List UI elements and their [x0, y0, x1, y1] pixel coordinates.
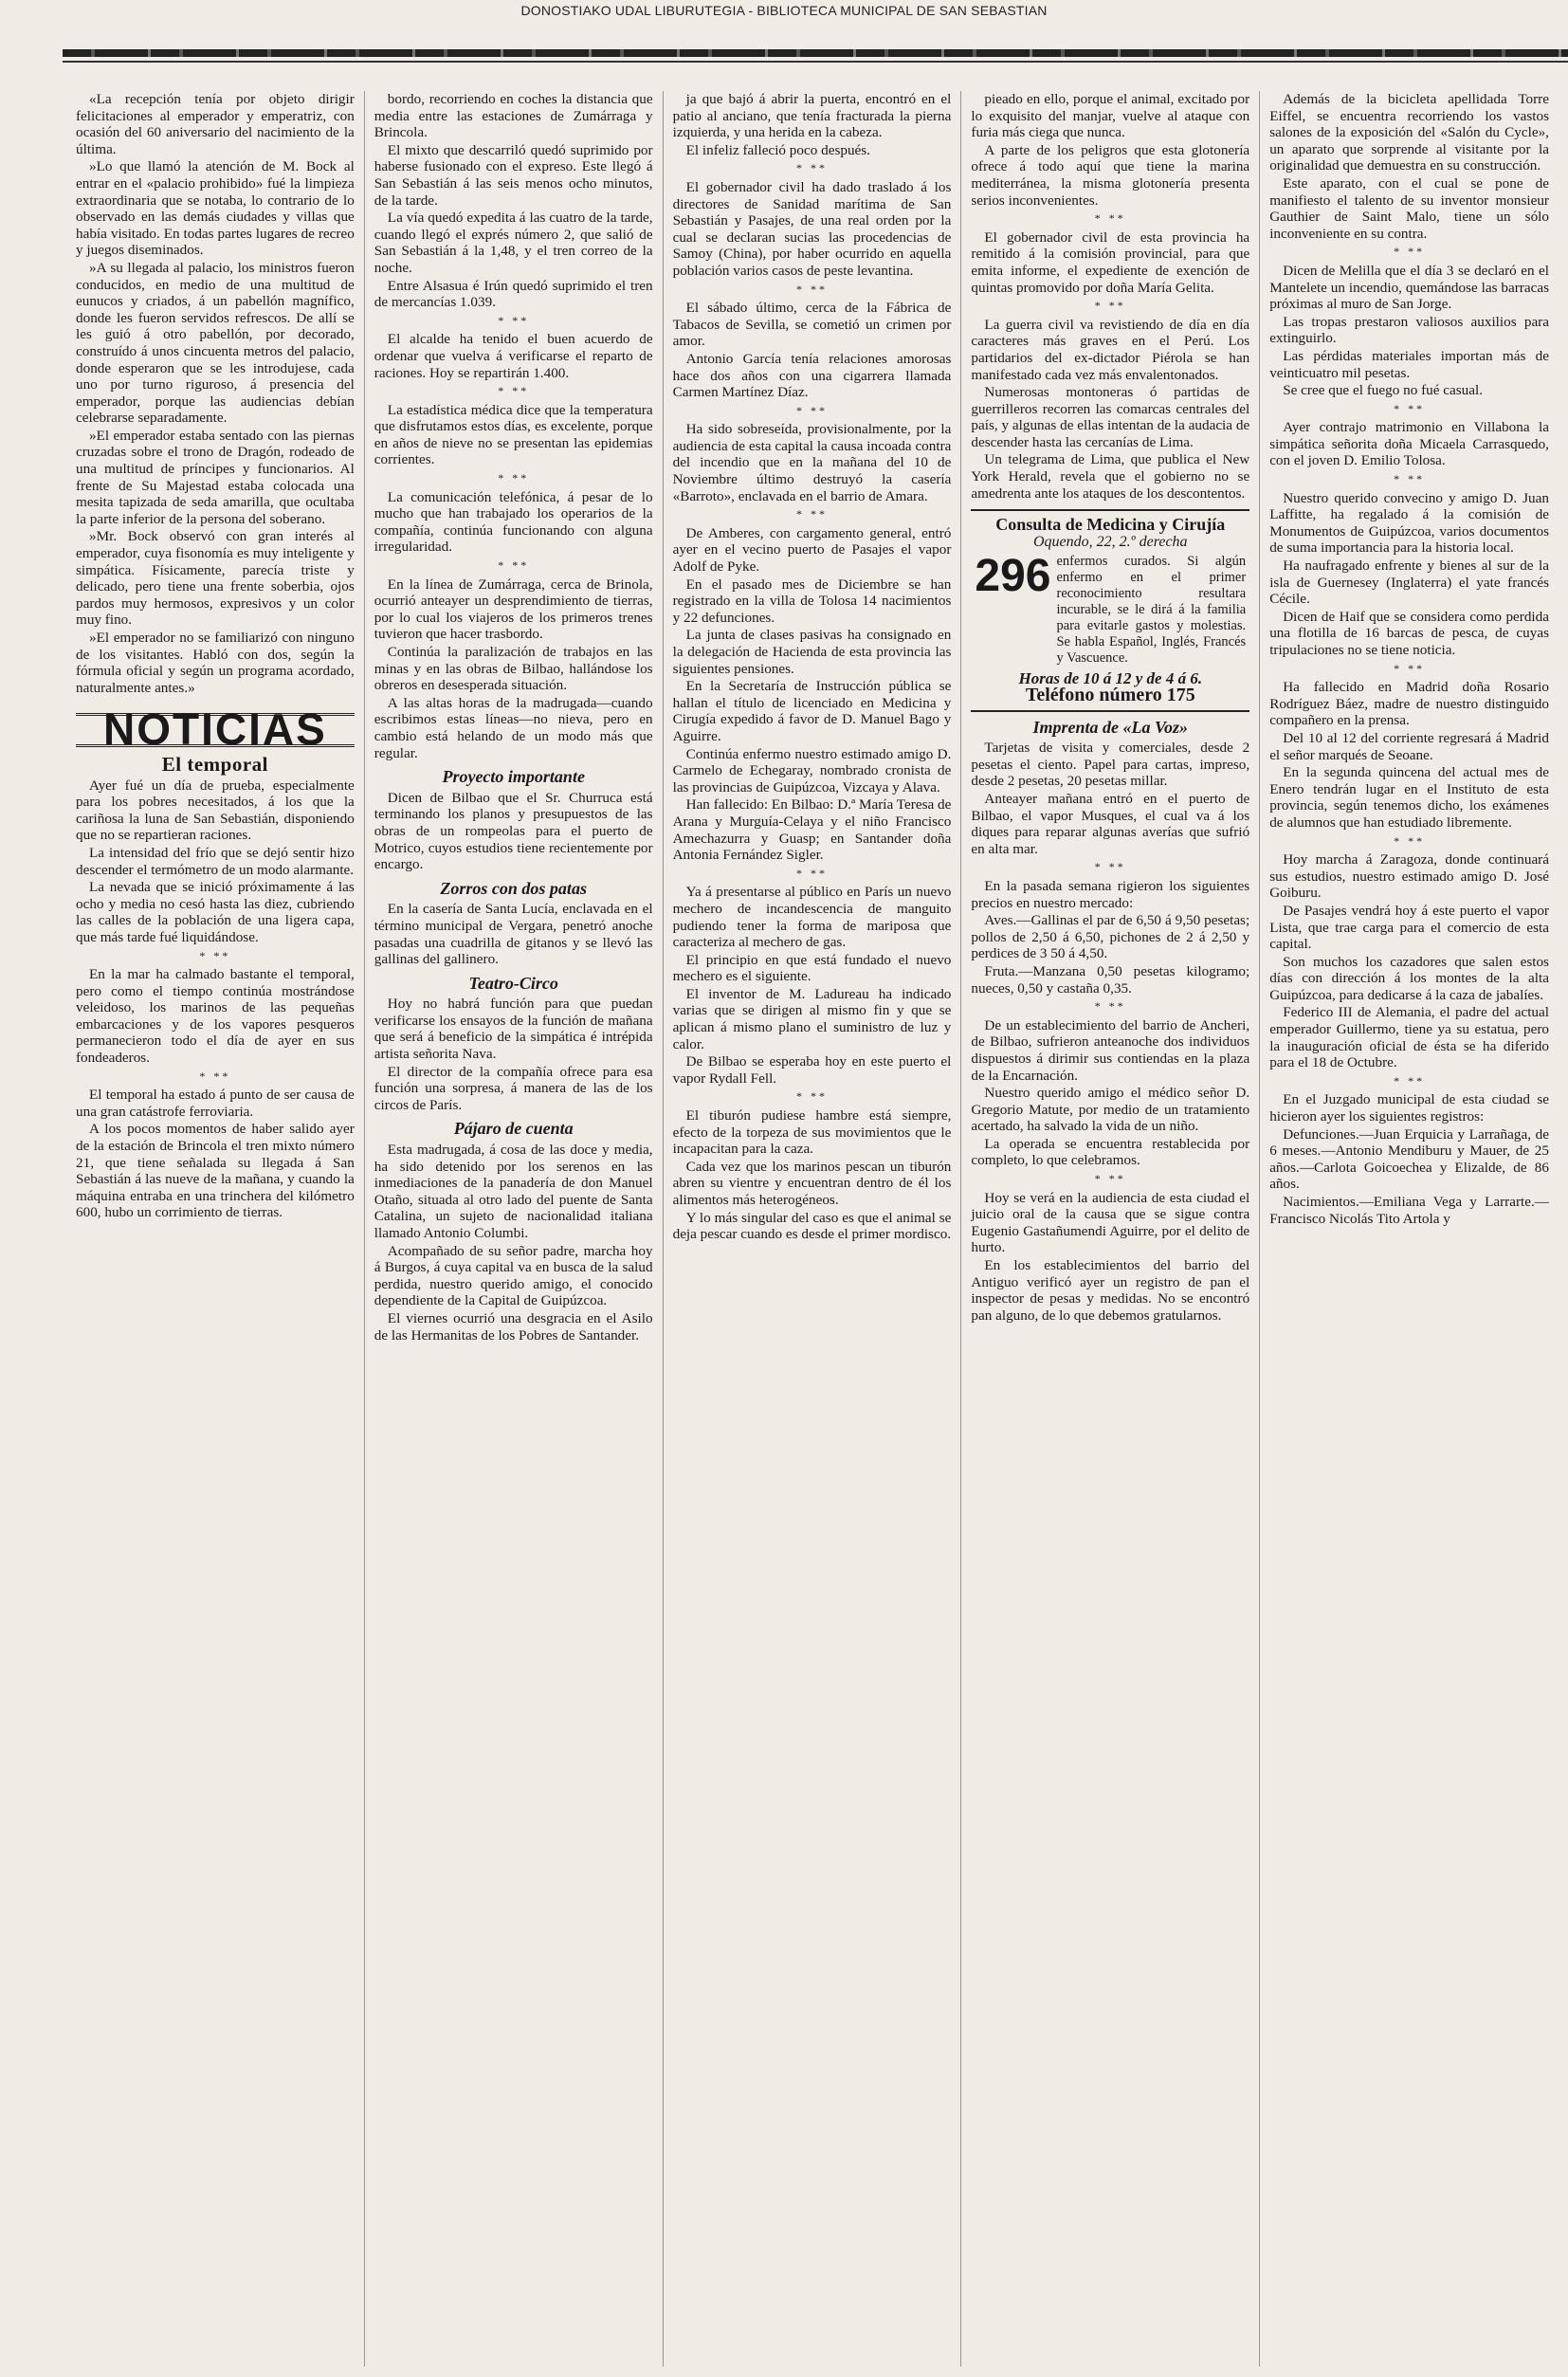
paragraph: Ha sido sobreseída, provisionalmente, por la audiencia de esta capital la causa incoada contra del incendio que en la mañana del 10 de Noviembre último destruyó la casería «Barroto», enclavada en el barrio de Amara.	[672, 421, 952, 504]
paragraph: bordo, recorriendo en coches la distancia que media entre las estaciones de Zumárraga y Brincola.	[374, 91, 653, 141]
ad-big-number: 296	[975, 551, 1051, 602]
medical-consultation-ad	[971, 509, 1249, 711]
ad-title: Consulta de Medicina y Cirujía	[995, 515, 1226, 535]
asterism-separator: * **	[1394, 661, 1426, 675]
paragraph: »Lo que llamó la atención de M. Bock al entrar en el «palacio prohibido» fué la limpieza extraordinaria que se notaba, lo contrario de lo observado en las demás ciudades y villas que había visitado. En todas partes lugares de recreo y juegos diseminados.	[76, 158, 355, 259]
paragraph: »A su llegada al palacio, los ministros fueron conducidos, en medio de una multitud de eunucos y criados, á un pabellón magnífico, donde les fueron servidos refrescos. De allí se les guió á otro pabellón, por decorado, construído á unos cincuenta metros del palacio, donde esperaron que se les introdujese, cada uno por turno riguroso, á presencia del emperador, porque las audiencias debían celebrarse separadamente.	[76, 259, 355, 427]
paragraph: Además de la bicicleta apellidada Torre Eiffel, se encuentra recorriendo los vastos salones de la exposición del «Salón du Cycle», un aparato que sorprende al visitante por la originalidad que demuestra en su construcción.	[1269, 91, 1549, 174]
article-heading: Pájaro de cuenta	[453, 1119, 574, 1139]
asterism-separator: * **	[199, 1069, 231, 1083]
paragraph: Ha fallecido en Madrid doña Rosario Rodríguez Báez, madre de nuestro distinguido compañero en la prensa.	[1269, 679, 1549, 729]
paragraph: En la mar ha calmado bastante el temporal, pero como el tiempo continúa mostrándose veleidoso, los marinos de las pequeñas embarcaciones y de los vapores pesqueros permanecieron todo el día de ayer en sus fondeaderos.	[76, 966, 355, 1067]
ad-address: Oquendo, 22, 2.º derecha	[1033, 533, 1188, 550]
paragraph: El tiburón pudiese hambre está siempre, efecto de la torpeza de sus movimientos que le incapacitan para la caza.	[672, 1107, 952, 1158]
paragraph: De un establecimiento del barrio de Ancheri, de Bilbao, sufrieron anteanoche dos individuos dispuestos á dirimir sus contiendas en la plaza de la Encarnación.	[971, 1016, 1250, 1084]
paragraph: Numerosas montoneras ó partidas de guerrilleros recorren las comarcas centrales del país, y algunas de ellas intentan de la audacia de descender hasta las cercanías de Lima.	[971, 384, 1250, 450]
paragraph: El gobernador civil ha dado traslado á los directores de Sanidad marítima de San Sebastián y Pasajes, de una real orden por la cual se declaran sucias las procedencias de Samoy (China), por haber ocurrido en aquella población varios casos de peste levantina.	[672, 178, 952, 279]
asterism-separator: * **	[1094, 860, 1126, 874]
section-masthead: NOTICIAS	[76, 713, 355, 747]
paragraph: »Mr. Bock observó con gran interés al emperador, cuya fisonomía es muy inteligente y simpática. Físicamente, parecía triste y delicado, pero tiene una frente soberbia, ojos pardos muy hermosos, expresivos y un color muy fino.	[76, 528, 355, 629]
asterism-separator: * **	[1094, 299, 1126, 313]
paragraph: La vía quedó expedita á las cuatro de la tarde, cuando llegó el exprés número 2, que salió de San Sebastián á la 1,48, y el tren correo de la noche.	[374, 210, 653, 276]
paragraph: La comunicación telefónica, á pesar de lo mucho que han trabajado los operarios de la compañía, continúa funcionando con alguna irregularidad.	[374, 488, 653, 556]
paragraph: Han fallecido: En Bilbao: D.ª María Teresa de Arana y Murguía-Celaya y el niño Francisco Amechazurra y Guasp; en Santander doña Antonia Fernández Sigler.	[672, 796, 952, 864]
paragraph: El gobernador civil de esta provincia ha remitido á la comisión provincial, para que emita informe, el expediente de exención de quintas promovido por doña María Gelita.	[971, 229, 1250, 296]
paragraph: Hoy marcha á Zaragoza, donde continuará sus estudios, nuestro estimado amigo D. José Goiburu.	[1269, 851, 1549, 902]
paragraph: Fruta.—Manzana 0,50 pesetas kilogramo; nueces, 0,50 y castaña 0,35.	[971, 962, 1250, 997]
ad-phone: Teléfono número 175	[1025, 685, 1195, 706]
paragraph: El sábado último, cerca de la Fábrica de Tabacos de Sevilla, se cometió un crimen por amor.	[672, 300, 952, 350]
article-heading: Zorros con dos patas	[440, 878, 587, 898]
paragraph: Dicen de Melilla que el día 3 se declaró en el Mantelete un incendio, quemándose las barracas próximas al muro de San Jorge.	[1269, 262, 1549, 313]
paragraph: Dicen de Haif que se considera como perdida una flotilla de 16 barcas de pesca, de cuyas tripulaciones no se tiene noticia.	[1269, 608, 1549, 658]
paragraph: La guerra civil va revistiendo de día en día caracteres más graves en el Perú. Los partidarios del ex-dictador Piérola se han manifestado cada vez más envalentonados.	[971, 316, 1250, 383]
paragraph: Ayer fué un día de prueba, especialmente para los pobres necesitados, á los que la cariñosa la luna de San Sebastián, disponiendo que no se repartieran raciones.	[76, 777, 355, 844]
paragraph: El mixto que descarriló quedó suprimido por haberse fusionado con el expreso. Este llegó á San Sebastián á las seis menos ocho minutos, de la tarde.	[374, 141, 653, 209]
paragraph: En la Secretaría de Instrucción pública se hallan el título de licenciado en Medicina y Cirugía expedido á favor de D. Manuel Bago y Aguirre.	[672, 678, 952, 744]
paragraph: La nevada que se inició próximamente á las ocho y media no cesó hasta las diez, cubriendo las calles de la población de una ligera capa, que más tarde fué liquidándose.	[76, 879, 355, 945]
article-heading: El temporal	[161, 752, 269, 776]
ad-text: enfermos curados. Si algún enfermo en el primer reconocimiento resultara incurable, se le dirá á la familia para evitarle gastos y molestias. Se habla Español, Inglés, Francés y Vascuence.	[1056, 554, 1247, 667]
paragraph: Acompañado de su señor padre, marcha hoy á Burgos, á cuya capital va en busca de la salud perdida, nuestro querido amigo, el conocido dependiente de la Capital de Guipúzcoa.	[374, 1242, 653, 1309]
asterism-separator: * **	[1394, 472, 1426, 486]
ad-body	[975, 551, 1247, 667]
paragraph: Hoy se verá en la audiencia de esta ciudad el juicio oral de la causa que se sigue contra Eugenio Gastañumendi Aguirre, por el delito de hurto.	[971, 1189, 1250, 1256]
paragraph: Continúa enfermo nuestro estimado amigo D. Carmelo de Echegaray, nombrado cronista de las provincias de Guipúzcoa, Vizcaya y Alava.	[672, 745, 952, 795]
paragraph: El infeliz falleció poco después.	[685, 141, 871, 158]
paragraph: La junta de clases pasivas ha consignado en la delegación de Hacienda de esta provincia las siguientes pensiones.	[672, 627, 952, 677]
paragraph: En la casería de Santa Lucía, enclavada en el término municipal de Vergara, penetró anoche pasadas una cuadrilla de gitanos y se llevó las gallinas del gallinero.	[374, 901, 653, 968]
top-thin-rule	[63, 61, 1568, 63]
paragraph: En la pasada semana rigieron los siguientes precios en nuestro mercado:	[971, 877, 1250, 911]
paragraph: Defunciones.—Juan Erquicia y Larrañaga, de 6 meses.—Antonio Mendiburu y Mauer, de 25 años.—Carlota Goicoechea y Elizalde, de 86 años.	[1269, 1125, 1549, 1193]
paragraph: Un telegrama de Lima, que publica el New York Herald, revela que el gobierno no se amedrenta ante los ataques de los descontentos.	[971, 451, 1250, 502]
paragraph: Ha naufragado enfrente y bienes al sur de la isla de Guernesey (Inglaterra) el yate francés Cécile.	[1269, 558, 1549, 608]
paragraph: «La recepción tenía por objeto dirigir felicitaciones al emperador y emperatriz, con ocasión del 60 aniversario del nacimiento de la última.	[76, 91, 355, 157]
text-columns	[66, 91, 1559, 2367]
paragraph: A los pocos momentos de haber salido ayer de la estación de Brincola el tren mixto número 21, que tiene señalada su llegada á San Sebastián á las nueve de la mañana, y cuando la máquina entraba en una trinchera del kilómetro 600, hubo un corrimiento de tierras.	[76, 1121, 355, 1221]
paragraph: ja que bajó á abrir la puerta, encontró en el patio al anciano, que tenía fracturada la pierna izquierda, y una herida en la cabeza.	[672, 91, 952, 141]
paragraph: Esta madrugada, á cosa de las doce y media, ha sido detenido por los serenos en las inmediaciones de la panadería de don Manuel Otaño, situada al otro lado del puente de Santa Catalina, un sujeto de nacionalidad italiana llamado Antonio Columbi.	[374, 1142, 653, 1241]
paragraph: Las pérdidas materiales importan más de veinticuatro mil pesetas.	[1269, 347, 1549, 381]
paragraph: Hoy no habrá función para que puedan verificarse los ensayos de la función de mañana que será á beneficio de la simpática é intrépida artista señorita Nava.	[374, 996, 653, 1063]
article-heading: Proyecto importante	[442, 767, 585, 787]
paragraph: Cada vez que los marinos pescan un tiburón abren su vientre y encuentran dentro de él los alimentos más heterogéneos.	[672, 1158, 952, 1208]
paragraph: Las tropas prestaron valiosos auxilios para extinguirlo.	[1269, 313, 1549, 347]
paragraph: El inventor de M. Ladureau ha indicado varias que se dirigen al mismo fin y que se aplican á mismo plano el suministro de luz y calor.	[672, 985, 952, 1052]
column-4	[961, 91, 1260, 2367]
paragraph: La estadística médica dice que la temperatura que disfrutamos estos días, es excelente, porque en años de nieve no se presentan las epidemias corrientes.	[374, 401, 653, 468]
paragraph: A las altas horas de la madrugada—cuando escribimos estas líneas—no nieva, pero en cambio está helando de un modo más que regular.	[374, 694, 653, 761]
paragraph: En el pasado mes de Diciembre se han registrado en la villa de Tolosa 14 nacimientos y 22 defunciones.	[672, 576, 952, 626]
asterism-separator: * **	[795, 866, 828, 880]
asterism-separator: * **	[795, 282, 828, 296]
paragraph: De Pasajes vendrá hoy á este puerto el vapor Lista, que trae carga para el comercio de esta capital.	[1269, 902, 1549, 953]
paragraph: La intensidad del frío que se dejó sentir hizo descender el termómetro de un modo alarmante.	[76, 844, 355, 878]
asterism-separator: * **	[498, 558, 530, 573]
paragraph: Aves.—Gallinas el par de 6,50 á 9,50 pesetas; pollos de 2,50 á 6,50, pichones de 2 á 2,50 y perdices de 3 50 á 4,50.	[971, 912, 1250, 962]
asterism-separator: * **	[1394, 833, 1426, 848]
paragraph: Se cree que el fuego no fué casual.	[1283, 382, 1484, 399]
paragraph: De Bilbao se esperaba hoy en este puerto el vapor Rydall Fell.	[672, 1053, 952, 1087]
asterism-separator: * **	[498, 384, 530, 398]
paragraph: A parte de los peligros que esta glotonería ofrece á todo aquí que tiene la marina mediterránea, la misma glotonería presenta serios inconvenientes.	[971, 141, 1250, 209]
paragraph: Ya á presentarse al público en París un nuevo mechero de incandescencia de manguito pudiendo tener la forma de mariposa que caracteriza al mechero de gas.	[672, 884, 952, 951]
paragraph: El director de la compañía ofrece para esa función una sorpresa, á manera de las de los circos de París.	[374, 1063, 653, 1113]
paragraph: Tarjetas de visita y comerciales, desde 2 pesetas el ciento. Papel para cartas, impreso, desde 2 pesetas, 20 pesetas millar.	[971, 740, 1250, 790]
article-heading: Teatro-Circo	[468, 973, 558, 993]
archive-watermark: DONOSTIAKO UDAL LIBURUTEGIA - BIBLIOTECA MUNICIPAL DE SAN SEBASTIAN	[520, 3, 1048, 18]
asterism-separator: * **	[1094, 211, 1126, 226]
paragraph: En el Juzgado municipal de esta ciudad se hicieron ayer los siguientes registros:	[1269, 1091, 1549, 1125]
paragraph: »El emperador estaba sentado con las piernas cruzadas sobre el trono de Dragón, rodeado de una multitud de príncipes y funcionarios. Al frente de Su Majestad estaba colocada una mesita tapizada de seda amarilla, que ocultaba la parte inferior de la persona del soberano.	[76, 427, 355, 527]
paragraph: El alcalde ha tenido el buen acuerdo de ordenar que vuelva á verificarse el reparto de raciones. Hoy se repartirán 1.400.	[374, 331, 653, 381]
paragraph: Nuestro querido convecino y amigo D. Juan Laffitte, ha regalado á la comisión de Monumentos de Guipúzcoa, varios documentos de suma importancia para la historia local.	[1269, 489, 1549, 557]
paragraph: El principio en que está fundado el nuevo mechero es el siguiente.	[672, 951, 952, 985]
paragraph: pieado en ello, porque el animal, excitado por lo exquisito del manjar, vuelve al ataque con furia más ciega que nunca.	[971, 91, 1250, 141]
asterism-separator: * **	[498, 313, 530, 327]
asterism-separator: * **	[1394, 401, 1426, 415]
article-heading: Imprenta de «La Voz»	[1032, 717, 1189, 737]
paragraph: Ayer contrajo matrimonio en Villabona la simpática señorita doña Micaela Carrasquedo, con el joven D. Emilio Tolosa.	[1269, 419, 1549, 469]
paragraph: Nuestro querido amigo el médico señor D. Gregorio Matute, por medio de un tratamiento acertado, ha salvado la vida de un niño.	[971, 1085, 1250, 1135]
asterism-separator: * **	[498, 471, 530, 485]
asterism-separator: * **	[795, 507, 828, 521]
column-3	[664, 91, 962, 2367]
paragraph: Continúa la paralización de trabajos en las minas y en las obras de Bilbao, hallándose los obreros en desesperada situación.	[374, 644, 653, 694]
paragraph: La operada se encuentra restablecida por completo, lo que celebramos.	[971, 1135, 1250, 1169]
paragraph: Anteayer mañana entró en el puerto de Bilbao, el vapor Musques, el cual va á los diques para reparar algunas averías que sufrió en alta mar.	[971, 791, 1250, 857]
paragraph: Este aparato, con el cual se pone de manifiesto el talento de su inventor monsieur Gauthier de Saint Malo, tiene un sólo inconveniente en su contra.	[1269, 174, 1549, 242]
asterism-separator: * **	[1094, 999, 1126, 1014]
paragraph: Entre Alsasua é Irún quedó suprimido el tren de mercancías 1.039.	[374, 277, 653, 311]
paragraph: »El emperador no se familiarizó con ninguno de los visitantes. Habló con dos, según la fórmula oficial y según un programa acordado, naturalmente antes.»	[76, 630, 355, 696]
paragraph: Federico III de Alemania, el padre del actual emperador Guillermo, tiene ya su estatua, pero la inauguración oficial de ésta se ha diferido para el 18 de Octubre.	[1269, 1004, 1549, 1071]
paragraph: Del 10 al 12 del corriente regresará á Madrid el señor marqués de Seoane.	[1269, 729, 1549, 763]
asterism-separator: * **	[199, 948, 231, 962]
asterism-separator: * **	[1094, 1172, 1126, 1186]
column-1	[66, 91, 365, 2367]
column-5	[1260, 91, 1559, 2367]
paragraph: En la línea de Zumárraga, cerca de Brinola, ocurrió anteayer un desprendimiento de tierras, por lo cual los viajeros de los primeros trenes tuvieron que hacer trasbordo.	[374, 576, 653, 643]
asterism-separator: * **	[795, 161, 828, 175]
ad-hours: Horas de 10 á 12 y de 4 á 6.	[1018, 669, 1203, 688]
paragraph: Nacimientos.—Emiliana Vega y Larrarte.—Francisco Nicolás Tito Artola y	[1269, 1194, 1549, 1227]
paragraph: El viernes ocurrió una desgracia en el Asilo de las Hermanitas de los Pobres de Santander.	[374, 1309, 653, 1344]
top-ornament-rule	[63, 49, 1568, 57]
asterism-separator: * **	[795, 403, 828, 417]
column-2	[365, 91, 664, 2367]
asterism-separator: * **	[795, 1089, 828, 1104]
paragraph: De Amberes, con cargamento general, entró ayer en el vecino puerto de Pasajes el vapor Adolf de Pyke.	[672, 524, 952, 576]
paragraph: El temporal ha estado á punto de ser causa de una gran catástrofe ferroviaria.	[76, 1087, 355, 1120]
paragraph: Son muchos los cazadores que salen estos días con dirección á los montes de la alta Guipúzcoa, para dedicarse á la caza de jabalíes.	[1269, 953, 1549, 1003]
paragraph: En la segunda quincena del actual mes de Enero tendrán lugar en el Instituto de esta provincia, según tenemos dicho, los exámenes de alumnos que han estudiado libremente.	[1269, 764, 1549, 831]
asterism-separator: * **	[1394, 245, 1426, 259]
paragraph: En los establecimientos del barrio del Antiguo verificó ayer un registro de pan el inspector de pesas y medidas. No se encontró pan alguno, de lo que debemos gratularnos.	[971, 1257, 1250, 1324]
paragraph: Dicen de Bilbao que el Sr. Churruca está terminando los planos y presupuestos de las obras de un rompeolas para el puerto de Motrico, cuyos estudios tiene recientemente por encargo.	[374, 789, 653, 873]
paragraph: Antonio García tenía relaciones amorosas hace dos años con una cigarrera llamada Carmen Martínez Díaz.	[672, 350, 952, 401]
paragraph: Y lo más singular del caso es que el animal se deja pescar cuando es desde el primer mordisco.	[672, 1209, 952, 1243]
asterism-separator: * **	[1394, 1073, 1426, 1088]
